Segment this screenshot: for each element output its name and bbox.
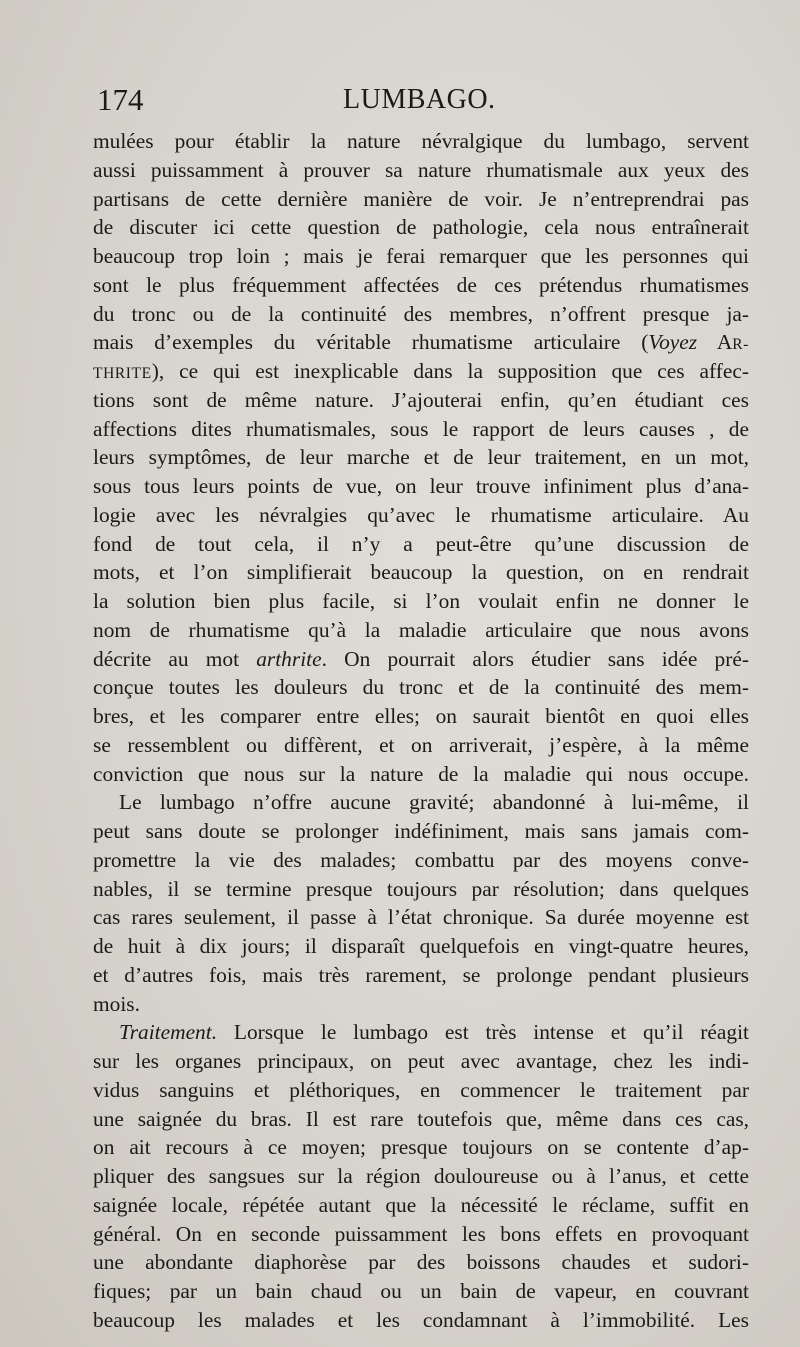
text-line: pliquer des sangsues sur la région douloureuse ou à l’anus, et cette [93, 1164, 749, 1188]
page-header [93, 82, 753, 122]
text-line: la solution bien plus facile, si l’on voulait enfin ne donner le [93, 589, 749, 613]
text-line [93, 328, 749, 357]
text-line: conçue toutes les douleurs du tronc et de la continuité des mem- [93, 675, 749, 700]
text-line: fiques; par un bain chaud ou un bain de vapeur, en couvrant [93, 1279, 749, 1303]
page-number: 174 [97, 82, 144, 117]
paragraph-continuation [93, 127, 749, 788]
text-segment: Lorsque le lumbago est très intense et qu’il réagit [217, 1020, 749, 1045]
italic-reference: Voyez [648, 330, 698, 355]
text-line: promettre la vie des malades; combattu par des moyens conve- [93, 847, 749, 872]
italic-term: arthrite [256, 646, 322, 671]
text-line: de huit à dix jours; il disparaît quelquefois en vingt-quatre heures, [93, 934, 749, 958]
text-line [93, 1018, 749, 1047]
text-line: sont le plus fréquemment affectées de ces prétendus rhumatismes [93, 272, 749, 297]
small-caps-segment: R- [732, 336, 749, 354]
text-line: affections dites rhumatismales, sous le rapport de leurs causes , de [93, 416, 749, 441]
text-line: saignée locale, répétée autant que la nécessité le réclame, suffit en [93, 1192, 749, 1217]
running-title: LUMBAGO. [343, 84, 496, 115]
text-line: bres, et les comparer entre elles; on saurait bientôt en quoi elles [93, 704, 749, 728]
text-line: on ait recours à ce moyen; presque toujours on se contente d’ap- [93, 1135, 749, 1160]
text-line: vidus sanguins et pléthoriques, en commencer le traitement par [93, 1077, 749, 1102]
text-line: sous tous leurs points de vue, on leur trouve infiniment plus d’ana- [93, 474, 749, 498]
text-line: général. On en seconde puissamment les bons effets en provoquant [93, 1221, 749, 1246]
text-line: cas rares seulement, il passe à l’état chronique. Sa durée moyenne est [93, 905, 749, 930]
text-line: mois. [93, 991, 140, 1016]
text-line: tions sont de même nature. J’ajouterai enfin, qu’en étudiant ces [93, 387, 749, 412]
text-line: de discuter ici cette question de pathologie, cela nous entraînerait [93, 215, 749, 240]
text-segment: décrite au mot [93, 646, 257, 671]
text-segment: . On pourrait alors étudier sans idée pré- [321, 646, 749, 671]
text-line: mots, et l’on simplifierait beaucoup la question, on en rendrait [93, 560, 749, 585]
paragraph-treatment [93, 1018, 749, 1334]
text-line: nom de rhumatisme qu’à la maladie articulaire que nous avons [93, 617, 749, 642]
text-line: une saignée du bras. Il est rare toutefois que, même dans ces cas, [93, 1106, 749, 1131]
text-line: aussi puissamment à prouver sa nature rhumatismale aux yeux des [93, 157, 749, 182]
text-segment: A [697, 330, 733, 355]
paragraph-prognosis [93, 788, 749, 1018]
text-line: une abondante diaphorèse par des boissons chaudes et sudori- [93, 1250, 749, 1275]
text-line: se ressemblent ou diffèrent, et on arriverait, j’espère, à la même [93, 732, 749, 757]
text-line: conviction que nous sur la nature de la maladie qui nous occupe. [93, 761, 749, 786]
section-heading-italic: Traitement. [119, 1020, 218, 1045]
text-segment: mais d’exemples du véritable rhumatisme articulaire ( [93, 330, 649, 355]
text-line: beaucoup les malades et les condamnant à l’immobilité. Les [93, 1307, 749, 1332]
text-line [93, 357, 749, 386]
text-line: sur les organes principaux, on peut avec avantage, chez les indi- [93, 1049, 749, 1073]
text-line: du tronc ou de la continuité des membres, n’offrent presque ja- [93, 301, 749, 326]
small-caps-segment: THRITE [93, 365, 152, 382]
text-line: et d’autres fois, mais très rarement, se prolonge pendant plusieurs [93, 962, 749, 987]
text-line [93, 645, 749, 674]
text-line: peut sans doute se prolonger indéfiniment, mais sans jamais com- [93, 819, 749, 843]
text-line: beaucoup trop loin ; mais je ferai remarquer que les personnes qui [93, 244, 749, 268]
text-segment: ), ce qui est inexplicable dans la supposition que ces affec- [151, 359, 749, 383]
text-line: partisans de cette dernière manière de voir. Je n’entreprendrai pas [93, 186, 749, 211]
text-line: leurs symptômes, de leur marche et de leur traitement, en un mot, [93, 445, 749, 470]
text-line: fond de tout cela, il n’y a peut-être qu’une discussion de [93, 531, 749, 556]
body-text [93, 127, 749, 1335]
text-line: mulées pour établir la nature névralgique du lumbago, servent [93, 129, 749, 153]
text-line: logie avec les névralgies qu’avec le rhumatisme articulaire. Au [93, 502, 749, 527]
text-line: nables, il se termine presque toujours par résolution; dans quelques [93, 876, 749, 901]
text-line: Le lumbago n’offre aucune gravité; abandonné à lui-même, il [119, 790, 749, 815]
